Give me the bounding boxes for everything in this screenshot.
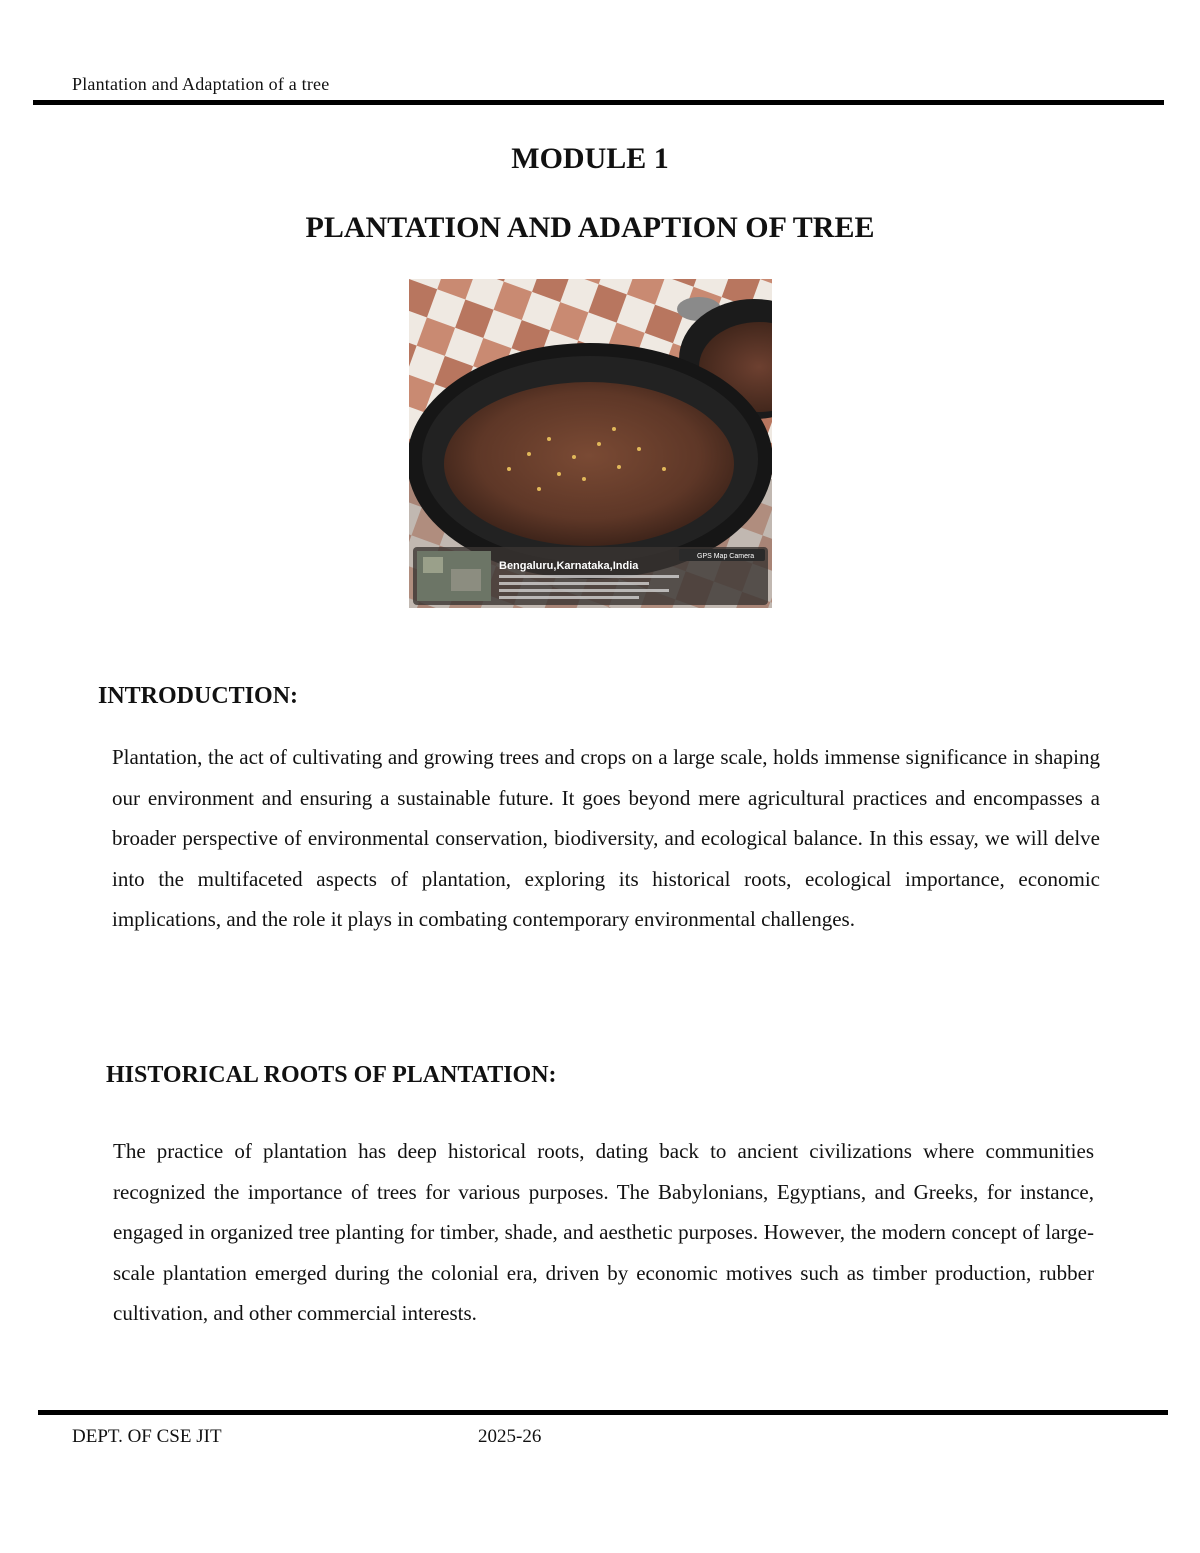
module-title: MODULE 1: [511, 142, 669, 175]
photo-app-badge: GPS Map Camera: [697, 553, 755, 560]
footer-year: 2025-26: [478, 1426, 542, 1447]
historical-roots-paragraph: The practice of plantation has deep historical roots, dating back to ancient civilizations where communities recognized the importance of trees for various purposes. The Babylonians, Egyptians, and Greeks, for instance, engaged in organized tree planting for timber, shade, and aesthetic purposes. However, the modern concept of large-scale plantation emerged during the colonial era, driven by economic motives such as timber production, rubber cultivation, and other commercial interests.: [113, 1139, 1094, 1325]
running-header-title: Plantation and Adaptation of a tree: [72, 74, 330, 94]
footer-department: DEPT. OF CSE JIT: [72, 1426, 222, 1447]
header-rule: [33, 100, 1164, 105]
plantation-photo: [409, 279, 772, 608]
page-title: PLANTATION AND ADAPTION OF TREE: [305, 211, 875, 244]
photo-location-caption: Bengaluru,Karnataka,India: [499, 560, 639, 572]
introduction-heading: INTRODUCTION:: [98, 683, 299, 709]
introduction-paragraph: Plantation, the act of cultivating and growing trees and crops on a large scale, holds immense significance in shaping our environment and ensuring a sustainable future. It goes beyond mere agricultural practices and encompasses a broader perspective of environmental conservation, biodiversity, and ecological balance. In this essay, we will delve into the multifaceted aspects of plantation, exploring its historical roots, ecological importance, economic implications, and the role it plays in combating contemporary environmental challenges.: [112, 745, 1100, 931]
historical-roots-heading: HISTORICAL ROOTS OF PLANTATION:: [106, 1062, 557, 1088]
footer-rule: [38, 1410, 1168, 1415]
